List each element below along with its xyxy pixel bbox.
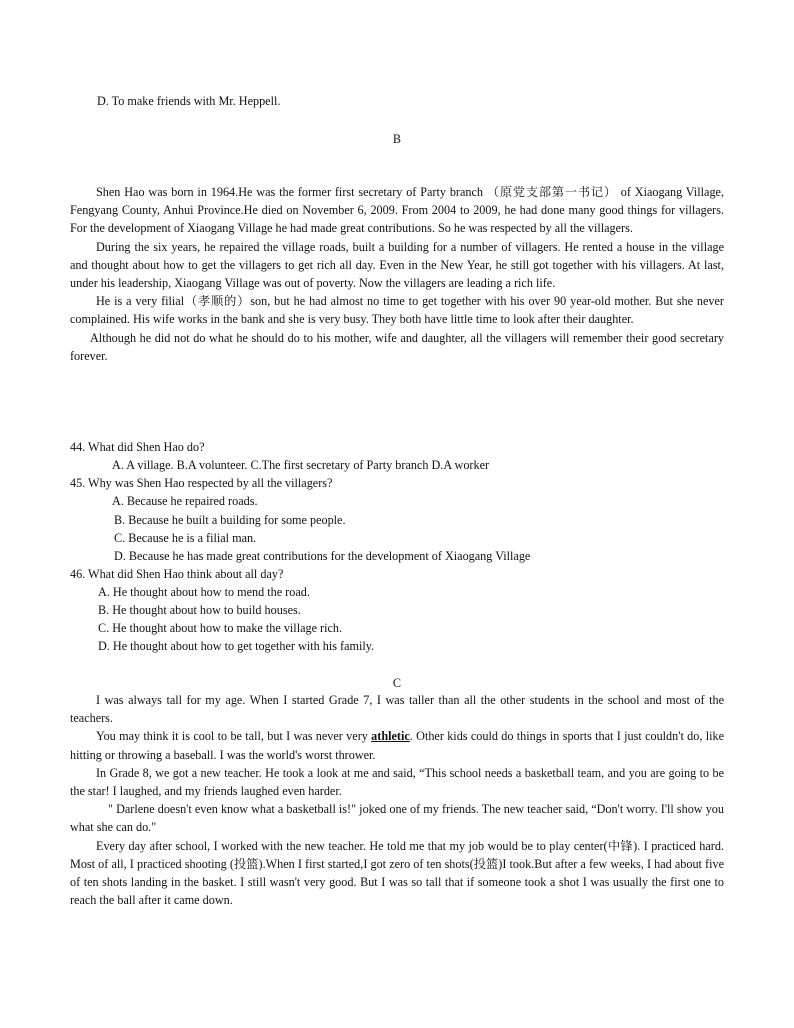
prev-question-option-d: D. To make friends with Mr. Heppell. <box>97 94 281 108</box>
question-45-option-d: D. Because he has made great contributions for the development of Xiaogang Village <box>114 549 531 563</box>
passage-c <box>70 691 724 909</box>
passage-b-paragraph-3: He is a very filial（孝顺的）son, but he had almost no time to get together with his over 90 year-old mother. But she never complained. His wife works in the bank and she is very busy. They both have little time to look after their daughter. <box>70 294 724 327</box>
question-44-stem: 44. What did Shen Hao do? <box>70 440 205 454</box>
section-c-heading: C <box>392 676 402 690</box>
question-46-stem: 46. What did Shen Hao think about all day? <box>70 567 284 581</box>
passage-c-paragraph-2-start: You may think it is cool to be tall, but I was never very <box>96 729 372 744</box>
passage-c-paragraph-4: " Darlene doesn't even know what a basketball is!" joked one of my friends. The new teacher said, “Don't worry. I'll show you what she can do." <box>70 802 724 835</box>
question-46-option-b: B. He thought about how to build houses. <box>98 603 301 617</box>
passage-b-paragraph-1: Shen Hao was born in 1964.He was the former first secretary of Party branch （原党支部第一书记） of Xiaogang Village, Fengyang County, Anhui Province.He died on November 6, 2009. From 2004 to 2009, he had done many good things for villagers. For the development of Xiaogang Village he had made great contributions. So he was respected by all the villagers. <box>70 185 724 236</box>
question-45-option-c: C. Because he is a filial man. <box>114 531 257 545</box>
passage-c-paragraph-2-end: . Other kids could do things in sports that I just couldn't do, like hitting or throwing a baseball. I was the world's worst thrower. <box>70 729 724 762</box>
section-b-heading: B <box>392 132 402 146</box>
passage-b <box>70 183 724 365</box>
question-46-option-d: D. He thought about how to get together with his family. <box>98 639 375 653</box>
passage-b-paragraph-2: During the six years, he repaired the village roads, built a building for a number of villagers. He rented a house in the village and thought about how to get the villagers to get rich all day. Even in the New Year, he still got together with his villagers. At last, under his leadership, Xiaogang Village was out of poverty. Now the villagers are leading a rich life. <box>70 239 724 291</box>
question-44-options: A. A village. B.A volunteer. C.The first secretary of Party branch D.A worker <box>112 458 490 472</box>
question-45-option-a: A. Because he repaired roads. <box>112 494 258 508</box>
passage-c-paragraph-1: I was always tall for my age. When I started Grade 7, I was taller than all the other students in the school and most of the teachers. <box>70 693 724 726</box>
question-45-stem: 45. Why was Shen Hao respected by all the villagers? <box>70 476 333 490</box>
passage-c-paragraph-5: Every day after school, I worked with the new teacher. He told me that my job would be to play center(中锋). I practiced hard. Most of all, I practiced shooting (投篮).When I first started,I got zero of ten shots(投篮)I took.But after a few weeks, I had about five of ten shots landing in the basket. I still wasn't very good. But I was so tall that if someone took a shot I was usually the first one to reach the ball after it came down. <box>70 838 724 908</box>
passage-c-paragraph-2 <box>70 727 724 763</box>
question-46-option-a: A. He thought about how to mend the road. <box>98 585 310 599</box>
question-46-option-c: C. He thought about how to make the village rich. <box>98 621 343 635</box>
passage-b-paragraph-4: Although he did not do what he should do to his mother, wife and daughter, all the villagers will remember their good secretary forever. <box>70 330 724 363</box>
passage-c-paragraph-3: In Grade 8, we got a new teacher. He took a look at me and said, “This school needs a basketball team, and you are going to be the star! I laughed, and my friends laughed even harder. <box>70 765 724 799</box>
keyword-athletic: athletic <box>371 729 410 744</box>
question-45-option-b: B. Because he built a building for some people. <box>114 513 346 527</box>
